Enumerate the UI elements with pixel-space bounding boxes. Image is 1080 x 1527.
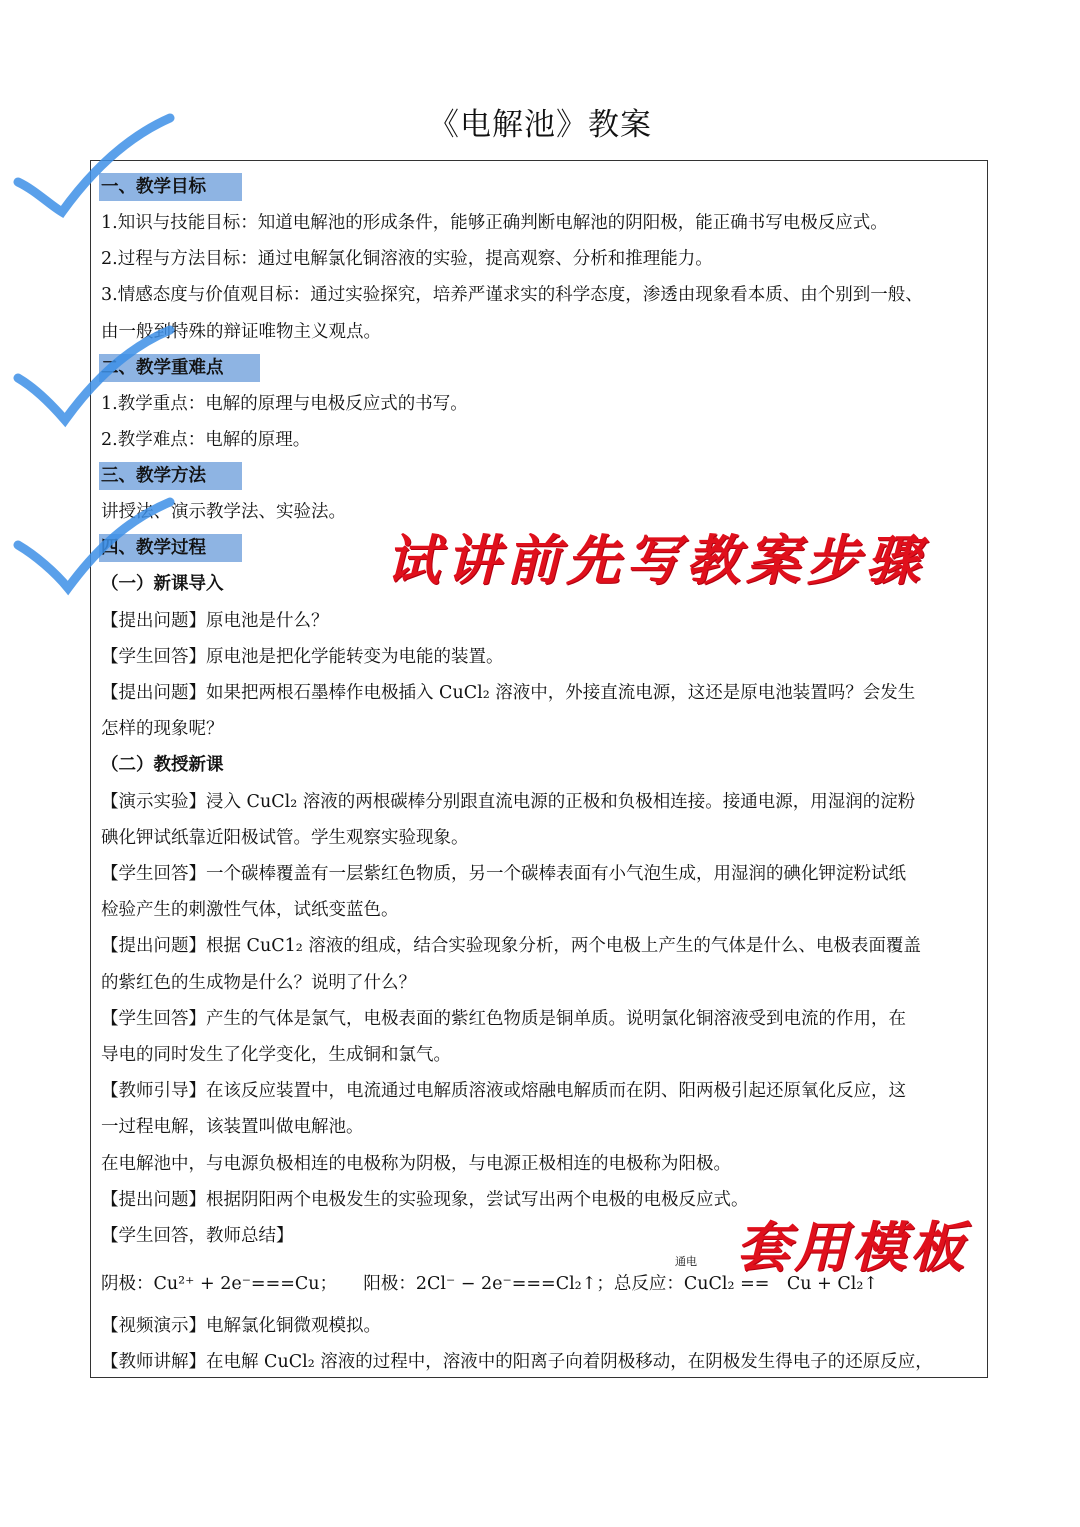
section-heading-methods: 三、教学方法	[99, 462, 242, 490]
process-line: 的紫红色的生成物是什么？说明了什么？	[101, 972, 416, 993]
goal-line: 1.知识与技能目标：知道电解池的形成条件，能够正确判断电解池的阴阳极，能正确书写电极反应式。	[101, 213, 888, 233]
goal-line: 由一般到特殊的辩证唯物主义观点。	[101, 321, 381, 342]
process-line: 【学生回答，教师总结】	[101, 1226, 294, 1247]
key-point-line: 2.教学难点：电解的原理。	[101, 430, 311, 451]
overlay-stamp-text: 套用模板	[736, 1216, 968, 1279]
goal-line: 3.情感态度与价值观目标：通过实验探究，培养严谨求实的科学态度，渗透由现象看本质、由个别到一般、	[101, 285, 923, 306]
equation-text: 阴极：Cu²⁺ + 2e⁻===Cu； 阳极：2Cl⁻ − 2e⁻===Cl₂↑；总反应：CuCl₂ == Cu + Cl₂↑	[101, 1274, 879, 1295]
process-line: 检验产生的刺激性气体，试纸变蓝色。	[101, 900, 399, 921]
process-line: 【演示实验】浸入 CuCl₂ 溶液的两根碳棒分别跟直流电源的正极和负极相连接。接通电源，用湿润的淀粉	[101, 791, 916, 812]
process-line: 在电解池中，与电源负极相连的电极称为阴极，与电源正极相连的电极称为阳极。	[101, 1153, 731, 1174]
section-heading-goals: 一、教学目标	[99, 173, 242, 201]
process-line: 【学生回答】产生的气体是氯气，电极表面的紫红色物质是铜单质。说明氯化铜溶液受到电流的作用，在	[101, 1008, 906, 1029]
check-mark-icon	[10, 320, 180, 430]
process-line: 【提出问题】根据 CuC1₂ 溶液的组成，结合实验现象分析，两个电极上产生的气体是什么、电极表面覆盖	[101, 936, 921, 957]
method-line: 讲授法、演示教学法、实验法。	[101, 502, 346, 523]
process-line: 怎样的现象呢？	[101, 719, 224, 740]
check-mark-icon	[10, 110, 180, 220]
subheading-intro: （一）新课导入	[101, 574, 224, 595]
key-point-line: 1.教学重点：电解的原理与电极反应式的书写。	[101, 393, 468, 414]
process-line: 【视频演示】电解氯化铜微观模拟。	[101, 1316, 381, 1337]
electrolysis-condition-label: 通电	[675, 1255, 697, 1269]
section-heading-key-points: 二、教学重难点	[99, 354, 260, 382]
process-line: 【学生回答】一个碳棒覆盖有一层紫红色物质，另一个碳棒表面有小气泡生成，用湿润的碘化钾淀粉试纸	[101, 864, 906, 885]
page-title: 《电解池》教案	[428, 107, 652, 143]
process-line: 【提出问题】如果把两根石墨棒作电极插入 CuCl₂ 溶液中，外接直流电源，这还是原电池装置吗？会发生	[101, 683, 916, 704]
lesson-plan-box	[90, 160, 988, 1378]
goal-line: 2.过程与方法目标：通过电解氯化铜溶液的实验，提高观察、分析和推理能力。	[101, 249, 713, 270]
process-line: 【提出问题】根据阴阳两个电极发生的实验现象，尝试写出两个电极的电极反应式。	[101, 1189, 749, 1210]
process-line: 一过程电解，该装置叫做电解池。	[101, 1117, 364, 1138]
overlay-stamp-text: 试讲前先写教案步骤	[386, 529, 926, 592]
subheading-new-lesson: （二）教授新课	[101, 755, 224, 776]
check-mark-icon	[10, 490, 180, 600]
process-line: 导电的同时发生了化学变化，生成铜和氯气。	[101, 1045, 451, 1066]
process-line: 【教师引导】在该反应装置中，电流通过电解质溶液或熔融电解质而在阴、阳两极引起还原氧化反应，这	[101, 1081, 906, 1102]
section-heading-process: 四、教学过程	[99, 534, 242, 562]
process-line: 【提出问题】原电池是什么？	[101, 610, 329, 631]
process-line: 【学生回答】原电池是把化学能转变为电能的装置。	[101, 646, 504, 667]
process-line: 碘化钾试纸靠近阳极试管。学生观察实验现象。	[101, 827, 469, 848]
process-line: 【教师讲解】在电解 CuCl₂ 溶液的过程中，溶液中的阳离子向着阴极移动，在阴极发生得电子的还原反应，	[101, 1352, 933, 1373]
